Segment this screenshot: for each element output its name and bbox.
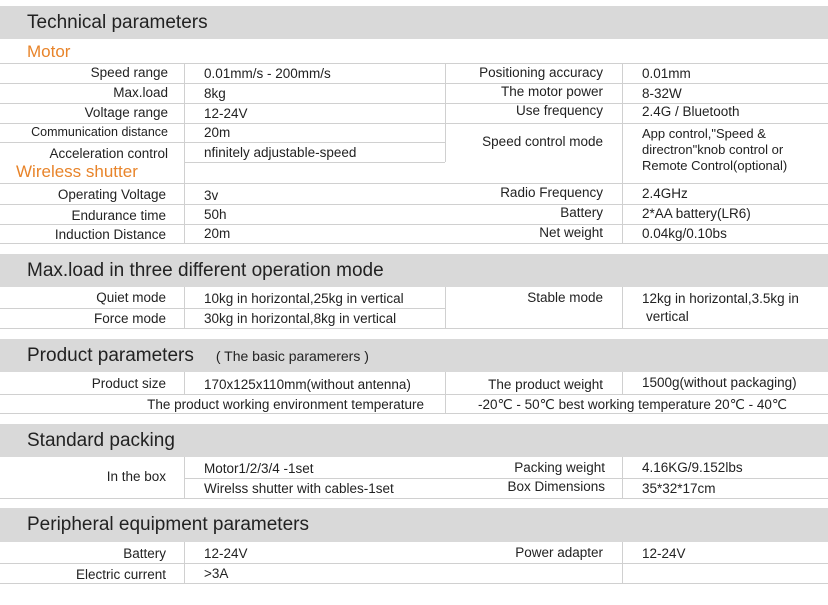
column-divider — [445, 372, 446, 413]
speed-control-mode-value: App control,"Speed & directron"knob control or Remote Control(optional) — [642, 126, 788, 173]
endurance-time-value: 50h — [204, 207, 227, 222]
divider — [0, 123, 445, 124]
quiet-mode-label: Quiet mode — [96, 290, 166, 305]
divider — [184, 478, 828, 479]
packing-weight-value: 4.16KG/9.152lbs — [642, 460, 743, 475]
product-parameters-header — [0, 339, 828, 372]
motor-subheading: Motor — [27, 42, 71, 61]
divider — [0, 103, 445, 104]
product-size-value: 170x125x110mm(without antenna) — [204, 377, 411, 392]
divider — [0, 394, 828, 395]
working-temperature-label: The product working environment temperature — [147, 397, 424, 412]
column-divider — [622, 542, 623, 583]
divider — [0, 83, 445, 84]
max-load-modes-header — [0, 254, 828, 287]
product-size-label: Product size — [91, 376, 166, 391]
speed-control-mode-label: Speed control mode — [482, 134, 603, 149]
peripheral-equipment-header — [0, 508, 828, 542]
column-divider — [622, 63, 623, 243]
divider — [0, 142, 445, 143]
positioning-accuracy-value: 0.01mm — [642, 66, 691, 81]
operating-voltage-value: 3v — [204, 188, 219, 203]
column-divider — [184, 63, 185, 243]
stable-mode-label: Stable mode — [527, 290, 603, 305]
motor-power-value: 8-32W — [642, 86, 682, 101]
column-divider — [184, 457, 185, 498]
divider — [445, 103, 828, 104]
column-divider — [622, 372, 623, 394]
induction-distance-label: Induction Distance — [54, 227, 166, 242]
use-frequency-value: 2.4G / Bluetooth — [642, 104, 740, 119]
in-the-box-label: In the box — [106, 469, 166, 484]
battery-voltage-label: Battery — [123, 546, 166, 561]
divider — [0, 63, 828, 64]
use-frequency-label: Use frequency — [515, 103, 603, 118]
stable-mode-value-line2: vertical — [646, 309, 689, 324]
column-divider — [445, 287, 446, 328]
speed-range-label: Speed range — [90, 65, 168, 80]
section-title: Product parameters — [27, 344, 194, 366]
divider — [0, 243, 828, 244]
product-weight-value: 1500g(without packaging) — [642, 375, 797, 390]
section-title: Technical parameters — [27, 11, 208, 33]
max-load-value: 8kg — [204, 86, 226, 101]
communication-distance-label: Communication distance — [31, 125, 168, 139]
positioning-accuracy-label: Positioning accuracy — [479, 65, 603, 80]
section-subtitle: ( The basic paramerers ) — [215, 347, 369, 364]
box-dimensions-label: Box Dimensions — [507, 479, 605, 494]
radio-frequency-value: 2.4GHz — [642, 186, 688, 201]
column-divider — [445, 63, 446, 162]
divider — [0, 583, 828, 584]
column-divider — [184, 542, 185, 583]
column-divider — [622, 287, 623, 328]
divider — [184, 162, 445, 163]
acceleration-control-value: nfinitely adjustable-speed — [204, 145, 357, 160]
divider — [0, 183, 828, 184]
electric-current-value: >3A — [204, 566, 229, 581]
battery-value: 2*AA battery(LR6) — [642, 206, 751, 221]
force-mode-value: 30kg in horizontal,8kg in vertical — [204, 311, 397, 326]
product-weight-label: The product weight — [488, 377, 603, 392]
force-mode-label: Force mode — [93, 311, 166, 326]
divider — [0, 563, 828, 564]
divider — [0, 328, 828, 329]
stable-mode-value-line1: 12kg in horizontal,3.5kg in — [642, 291, 799, 306]
battery-voltage-value: 12-24V — [204, 546, 248, 561]
divider — [0, 224, 828, 225]
box-dimensions-value: 35*32*17cm — [642, 481, 716, 496]
technical-parameters-header — [0, 6, 828, 39]
divider — [0, 204, 828, 205]
net-weight-label: Net weight — [539, 225, 603, 240]
section-title: Standard packing — [27, 429, 175, 451]
radio-frequency-label: Radio Frequency — [500, 185, 603, 200]
battery-label: Battery — [560, 205, 603, 220]
speed-range-value: 0.01mm/s - 200mm/s — [204, 66, 331, 81]
box-item: Wirelss shutter with cables-1set — [204, 481, 394, 496]
voltage-range-value: 12-24V — [204, 106, 248, 121]
motor-power-label: The motor power — [500, 84, 603, 99]
divider — [445, 123, 828, 124]
operating-voltage-label: Operating Voltage — [57, 187, 166, 202]
quiet-mode-value: 10kg in horizontal,25kg in vertical — [204, 291, 404, 306]
induction-distance-value: 20m — [204, 226, 231, 241]
column-divider — [622, 457, 623, 498]
divider — [0, 498, 828, 499]
column-divider — [184, 287, 185, 328]
endurance-time-label: Endurance time — [71, 208, 166, 223]
max-load-label: Max.load — [113, 85, 168, 100]
electric-current-label: Electric current — [75, 567, 166, 582]
packing-weight-label: Packing weight — [514, 460, 605, 475]
net-weight-value: 0.04kg/0.10bs — [642, 226, 727, 241]
divider — [0, 413, 828, 414]
box-item: Motor1/2/3/4 -1set — [204, 461, 314, 476]
wireless-shutter-subheading: Wireless shutter — [16, 162, 138, 181]
communication-distance-value: 20m — [204, 125, 231, 140]
working-temperature-value: -20℃ - 50℃ best working temperature 20℃ - 40℃ — [478, 397, 788, 412]
power-adapter-value: 12-24V — [642, 546, 686, 561]
section-title: Peripheral equipment parameters — [27, 514, 309, 535]
standard-packing-header — [0, 424, 828, 457]
acceleration-control-label: Acceleration control — [49, 146, 168, 161]
power-adapter-label: Power adapter — [515, 545, 603, 560]
column-divider — [184, 372, 185, 394]
voltage-range-label: Voltage range — [84, 105, 168, 120]
divider — [0, 308, 445, 309]
section-title: Max.load in three different operation mode — [27, 259, 384, 281]
